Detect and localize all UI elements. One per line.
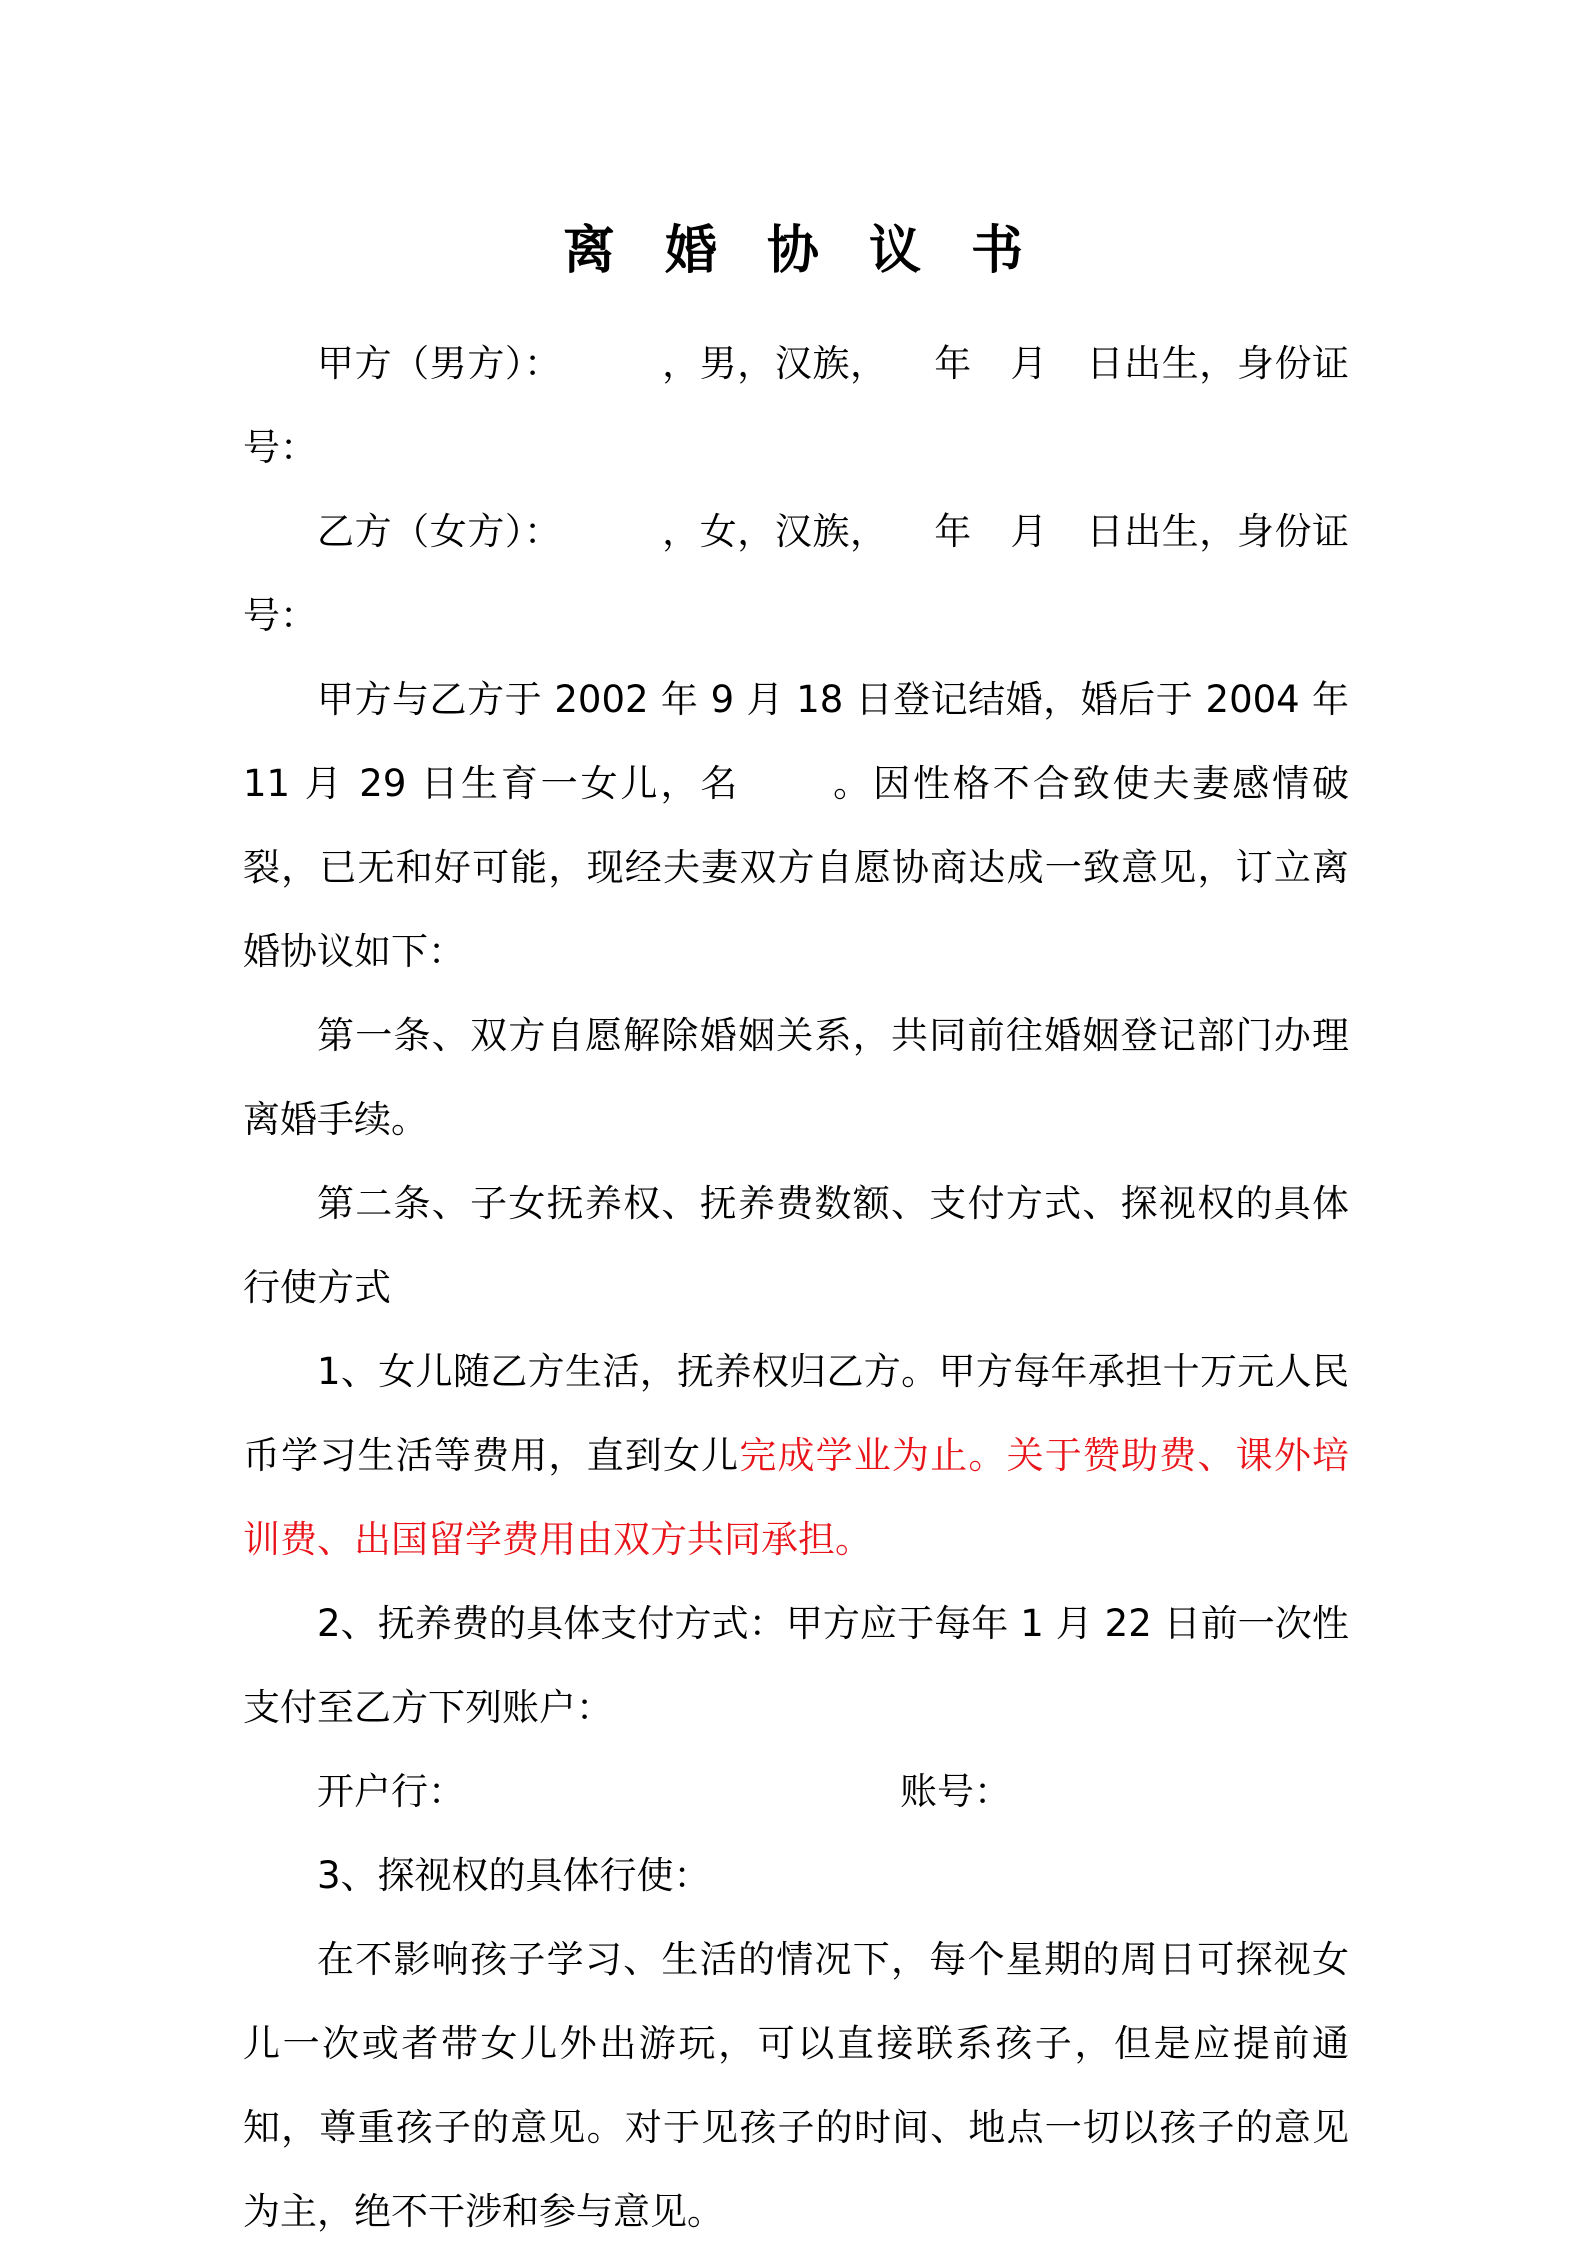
party-a-gender: ，男，汉族， <box>661 342 888 385</box>
party-a-birth: 日出生，身份证号： <box>243 342 1350 469</box>
article-2: 第二条、子女抚养权、抚养费数额、支付方式、探视权的具体行使方式 <box>243 1182 1349 1309</box>
item-1-highlight: 完成学业为止。关于赞助费、课外培训费、出国留学费用由双方共同承担。 <box>243 1434 1350 1561</box>
party-b-label: 乙方（女方）： <box>317 510 562 553</box>
bank-account-row <box>243 1750 1349 1834</box>
visitation-paragraph: 在不影响孩子学习、生活的情况下，每个星期的周日可探视女儿一次或者带女儿外出游玩，可以直接联系孩子，但是应提前通知，尊重孩子的意见。对于见孩子的时间、地点一切以孩子的意见为主，绝不干涉和参与意见。 <box>243 1938 1349 2233</box>
title-char: 议 <box>869 221 922 281</box>
party-b-year: 年 <box>933 510 972 553</box>
item-2: 2、抚养费的具体支付方式：甲方应于每年 1 月 22 日前一次性支付至乙方下列账户： <box>243 1602 1349 1729</box>
party-b-month: 月 <box>1009 510 1048 553</box>
party-b-gender: ，女，汉族， <box>661 510 888 553</box>
account-label: 账号： <box>900 1770 1011 1813</box>
item-3: 3、探视权的具体行使： <box>317 1854 711 1897</box>
intro-part1: 甲方与乙方于 2002 年 9 月 18 日登记结婚，婚后于 2004 年 11 月 29 日生育一女儿，名 <box>243 678 1349 805</box>
bank-label: 开户行： <box>317 1770 465 1813</box>
article-1: 第一条、双方自愿解除婚姻关系，共同前往婚姻登记部门办理离婚手续。 <box>243 1014 1349 1141</box>
document-title <box>0 208 1586 283</box>
party-b-birth: 日出生，身份证号： <box>243 510 1350 637</box>
party-a-month: 月 <box>1009 342 1048 385</box>
party-a-line <box>243 322 1349 490</box>
title-char: 书 <box>971 221 1024 281</box>
document-body <box>243 322 1349 2254</box>
title-char: 婚 <box>664 221 717 281</box>
title-char: 离 <box>562 221 615 281</box>
title-char: 协 <box>766 221 819 281</box>
item-1 <box>243 1330 1349 1582</box>
item-1-text: 1、女儿随乙方生活，抚养权归乙方。甲方每年承担十万元人民币学习生活等费用，直到女儿 <box>243 1350 1349 1477</box>
party-b-line <box>243 490 1349 658</box>
party-a-year: 年 <box>933 342 972 385</box>
intro-paragraph <box>243 658 1349 994</box>
intro-part2: 。因性格不合致使夫妻感情破裂，已无和好可能，现经夫妻双方自愿协商达成一致意见，订立离婚协议如下： <box>243 762 1350 973</box>
party-a-label: 甲方（男方）： <box>317 342 562 385</box>
